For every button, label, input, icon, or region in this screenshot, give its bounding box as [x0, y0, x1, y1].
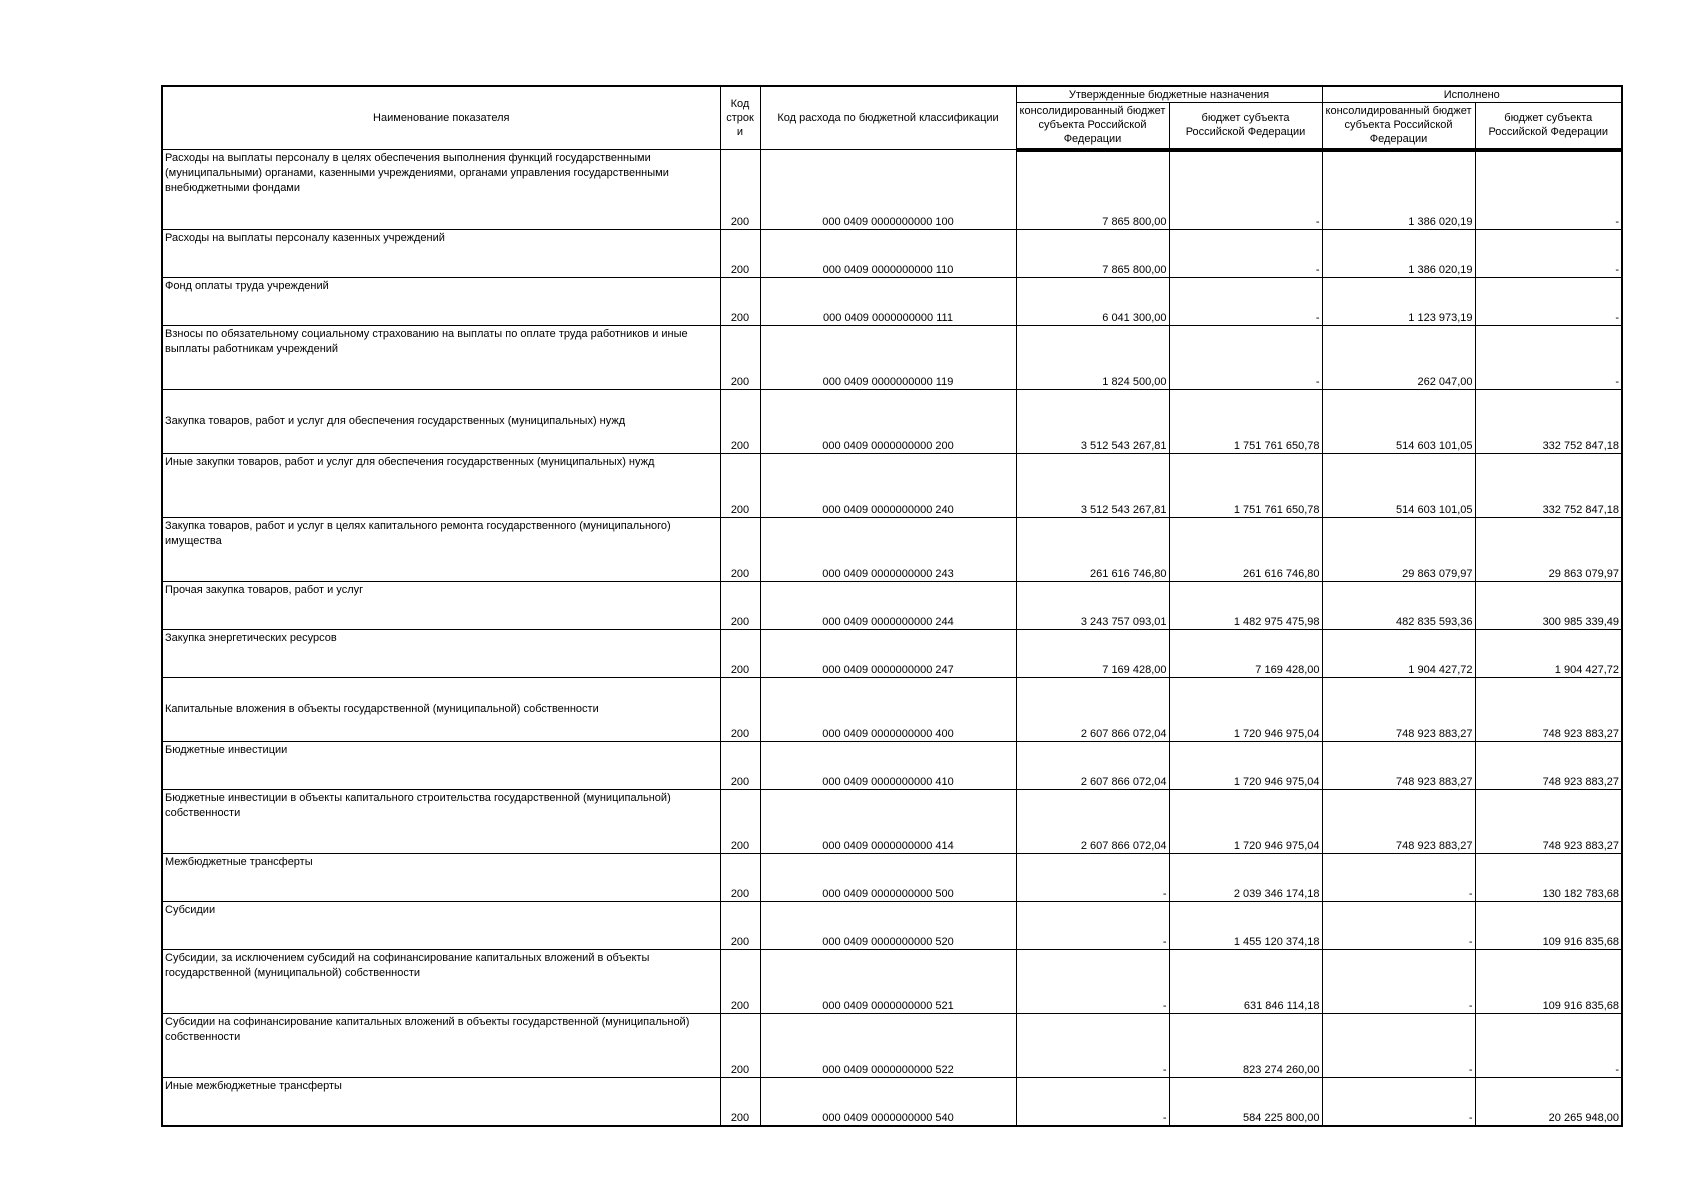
row-line-code: 200 — [720, 790, 760, 854]
row-budget-code: 000 0409 0000000000 414 — [760, 790, 1016, 854]
row-budget-code: 000 0409 0000000000 410 — [760, 742, 1016, 790]
row-name: Субсидии, за исключением субсидий на софинансирование капитальных вложений в объекты государственной (муниципальной) собственности — [162, 950, 720, 1014]
row-line-code: 200 — [720, 582, 760, 630]
header-approved-subject: бюджет субъекта Российской Федерации — [1169, 103, 1322, 150]
row-line-code: 200 — [720, 1014, 760, 1078]
row-approved-subject: - — [1169, 326, 1322, 390]
row-name: Фонд оплаты труда учреждений — [162, 278, 720, 326]
row-line-code: 200 — [720, 1078, 760, 1126]
row-approved-consolidated: - — [1016, 902, 1169, 950]
row-name: Расходы на выплаты персоналу в целях обеспечения выполнения функций государственными (муниципальными) органами, казенными учреждениями, органами управления государственными внебюджетными фондами — [162, 150, 720, 230]
header-approved-consolidated: консолидированный бюджет субъекта Российской Федерации — [1016, 103, 1169, 150]
row-executed-consolidated: 29 863 079,97 — [1322, 518, 1475, 582]
row-approved-subject: - — [1169, 150, 1322, 230]
row-executed-consolidated: - — [1322, 854, 1475, 902]
row-approved-consolidated: 3 512 543 267,81 — [1016, 390, 1169, 454]
row-line-code: 200 — [720, 742, 760, 790]
row-approved-consolidated: 261 616 746,80 — [1016, 518, 1169, 582]
row-executed-subject: - — [1475, 230, 1622, 278]
row-executed-subject: 130 182 783,68 — [1475, 854, 1622, 902]
table-row — [162, 854, 1622, 902]
row-line-code: 200 — [720, 902, 760, 950]
row-line-code: 200 — [720, 230, 760, 278]
row-line-code: 200 — [720, 630, 760, 678]
table-row — [162, 326, 1622, 390]
table-row — [162, 950, 1622, 1014]
table-row — [162, 230, 1622, 278]
row-approved-consolidated: 3 512 543 267,81 — [1016, 454, 1169, 518]
row-executed-consolidated: 1 386 020,19 — [1322, 150, 1475, 230]
row-budget-code: 000 0409 0000000000 110 — [760, 230, 1016, 278]
row-approved-consolidated: 6 041 300,00 — [1016, 278, 1169, 326]
row-budget-code: 000 0409 0000000000 243 — [760, 518, 1016, 582]
row-name: Взносы по обязательному социальному страхованию на выплаты по оплате труда работников и иные выплаты работникам учреждений — [162, 326, 720, 390]
row-approved-consolidated: 2 607 866 072,04 — [1016, 678, 1169, 742]
row-name: Прочая закупка товаров, работ и услуг — [162, 582, 720, 630]
row-approved-subject: 1 720 946 975,04 — [1169, 790, 1322, 854]
row-approved-subject: 631 846 114,18 — [1169, 950, 1322, 1014]
row-budget-code: 000 0409 0000000000 200 — [760, 390, 1016, 454]
row-line-code: 200 — [720, 518, 760, 582]
row-name: Субсидии на софинансирование капитальных вложений в объекты государственной (муниципальной) собственности — [162, 1014, 720, 1078]
row-executed-subject: 29 863 079,97 — [1475, 518, 1622, 582]
row-approved-consolidated: 1 824 500,00 — [1016, 326, 1169, 390]
row-executed-consolidated: 482 835 593,36 — [1322, 582, 1475, 630]
row-executed-consolidated: 748 923 883,27 — [1322, 742, 1475, 790]
row-budget-code: 000 0409 0000000000 540 — [760, 1078, 1016, 1126]
row-approved-consolidated: 7 865 800,00 — [1016, 150, 1169, 230]
row-executed-subject: 748 923 883,27 — [1475, 742, 1622, 790]
row-approved-subject: 823 274 260,00 — [1169, 1014, 1322, 1078]
row-budget-code: 000 0409 0000000000 100 — [760, 150, 1016, 230]
header-executed-subject: бюджет субъекта Российской Федерации — [1475, 103, 1622, 150]
row-name: Бюджетные инвестиции в объекты капитального строительства государственной (муниципальной) собственности — [162, 790, 720, 854]
row-approved-subject: 1 455 120 374,18 — [1169, 902, 1322, 950]
row-approved-consolidated: 2 607 866 072,04 — [1016, 790, 1169, 854]
row-executed-subject: 109 916 835,68 — [1475, 950, 1622, 1014]
row-executed-consolidated: 1 386 020,19 — [1322, 230, 1475, 278]
row-budget-code: 000 0409 0000000000 522 — [760, 1014, 1016, 1078]
row-executed-subject: - — [1475, 1014, 1622, 1078]
row-approved-subject: 261 616 746,80 — [1169, 518, 1322, 582]
row-line-code: 200 — [720, 150, 760, 230]
row-approved-consolidated: 2 607 866 072,04 — [1016, 742, 1169, 790]
budget-report-page — [161, 85, 1621, 1127]
row-approved-subject: 584 225 800,00 — [1169, 1078, 1322, 1126]
table-body — [162, 150, 1622, 1126]
row-executed-subject: - — [1475, 150, 1622, 230]
row-executed-consolidated: - — [1322, 902, 1475, 950]
row-approved-consolidated: 7 169 428,00 — [1016, 630, 1169, 678]
row-name: Иные закупки товаров, работ и услуг для обеспечения государственных (муниципальных) нужд — [162, 454, 720, 518]
row-approved-subject: 7 169 428,00 — [1169, 630, 1322, 678]
row-approved-consolidated: 3 243 757 093,01 — [1016, 582, 1169, 630]
row-name: Субсидии — [162, 902, 720, 950]
row-budget-code: 000 0409 0000000000 400 — [760, 678, 1016, 742]
row-executed-consolidated: 748 923 883,27 — [1322, 790, 1475, 854]
row-executed-consolidated: 748 923 883,27 — [1322, 678, 1475, 742]
row-line-code: 200 — [720, 854, 760, 902]
table-row — [162, 742, 1622, 790]
row-approved-subject: - — [1169, 278, 1322, 326]
row-name: Капитальные вложения в объекты государственной (муниципальной) собственности — [162, 678, 720, 742]
row-executed-consolidated: 262 047,00 — [1322, 326, 1475, 390]
row-line-code: 200 — [720, 326, 760, 390]
row-line-code: 200 — [720, 454, 760, 518]
table-row — [162, 150, 1622, 230]
row-approved-subject: 1 482 975 475,98 — [1169, 582, 1322, 630]
table-row — [162, 678, 1622, 742]
row-approved-subject: 2 039 346 174,18 — [1169, 854, 1322, 902]
row-approved-subject: 1 751 761 650,78 — [1169, 390, 1322, 454]
row-approved-subject: 1 720 946 975,04 — [1169, 742, 1322, 790]
row-executed-subject: 1 904 427,72 — [1475, 630, 1622, 678]
header-approved-group: Утвержденные бюджетные назначения — [1016, 86, 1322, 103]
row-executed-subject: - — [1475, 278, 1622, 326]
table-row — [162, 1014, 1622, 1078]
row-name: Закупка энергетических ресурсов — [162, 630, 720, 678]
row-name: Бюджетные инвестиции — [162, 742, 720, 790]
row-name: Расходы на выплаты персоналу казенных учреждений — [162, 230, 720, 278]
row-approved-consolidated: - — [1016, 1078, 1169, 1126]
row-line-code: 200 — [720, 678, 760, 742]
row-executed-consolidated: - — [1322, 950, 1475, 1014]
row-budget-code: 000 0409 0000000000 520 — [760, 902, 1016, 950]
row-name: Закупка товаров, работ и услуг в целях капитального ремонта государственного (муниципального) имущества — [162, 518, 720, 582]
row-line-code: 200 — [720, 278, 760, 326]
row-executed-subject: 20 265 948,00 — [1475, 1078, 1622, 1126]
row-executed-subject: 109 916 835,68 — [1475, 902, 1622, 950]
table-row — [162, 390, 1622, 454]
row-name: Иные межбюджетные трансферты — [162, 1078, 720, 1126]
row-budget-code: 000 0409 0000000000 119 — [760, 326, 1016, 390]
table-row — [162, 790, 1622, 854]
row-name: Межбюджетные трансферты — [162, 854, 720, 902]
row-executed-subject: - — [1475, 326, 1622, 390]
header-budget-code: Код расхода по бюджетной классификации — [760, 86, 1016, 150]
row-name: Закупка товаров, работ и услуг для обеспечения государственных (муниципальных) нужд — [162, 390, 720, 454]
row-approved-subject: 1 751 761 650,78 — [1169, 454, 1322, 518]
header-executed-consolidated: консолидированный бюджет субъекта Российской Федерации — [1322, 103, 1475, 150]
row-executed-subject: 748 923 883,27 — [1475, 790, 1622, 854]
row-budget-code: 000 0409 0000000000 244 — [760, 582, 1016, 630]
row-executed-consolidated: - — [1322, 1078, 1475, 1126]
row-approved-subject: 1 720 946 975,04 — [1169, 678, 1322, 742]
row-executed-consolidated: 514 603 101,05 — [1322, 454, 1475, 518]
header-indicator-name: Наименование показателя — [162, 86, 720, 150]
table-row — [162, 454, 1622, 518]
table-row — [162, 518, 1622, 582]
row-executed-subject: 332 752 847,18 — [1475, 454, 1622, 518]
row-executed-consolidated: 514 603 101,05 — [1322, 390, 1475, 454]
row-executed-subject: 332 752 847,18 — [1475, 390, 1622, 454]
row-line-code: 200 — [720, 950, 760, 1014]
table-row — [162, 630, 1622, 678]
row-approved-consolidated: 7 865 800,00 — [1016, 230, 1169, 278]
row-approved-consolidated: - — [1016, 854, 1169, 902]
row-executed-subject: 300 985 339,49 — [1475, 582, 1622, 630]
table-row — [162, 902, 1622, 950]
table-row — [162, 278, 1622, 326]
row-budget-code: 000 0409 0000000000 111 — [760, 278, 1016, 326]
row-budget-code: 000 0409 0000000000 521 — [760, 950, 1016, 1014]
header-line-code: Код строк и — [720, 86, 760, 150]
table-row — [162, 582, 1622, 630]
row-executed-consolidated: 1 904 427,72 — [1322, 630, 1475, 678]
row-budget-code: 000 0409 0000000000 500 — [760, 854, 1016, 902]
header-executed-group: Исполнено — [1322, 86, 1622, 103]
row-approved-consolidated: - — [1016, 1014, 1169, 1078]
row-budget-code: 000 0409 0000000000 247 — [760, 630, 1016, 678]
row-executed-consolidated: 1 123 973,19 — [1322, 278, 1475, 326]
row-approved-subject: - — [1169, 230, 1322, 278]
row-line-code: 200 — [720, 390, 760, 454]
budget-table — [161, 85, 1623, 1127]
row-executed-subject: 748 923 883,27 — [1475, 678, 1622, 742]
row-executed-consolidated: - — [1322, 1014, 1475, 1078]
row-approved-consolidated: - — [1016, 950, 1169, 1014]
row-budget-code: 000 0409 0000000000 240 — [760, 454, 1016, 518]
table-row — [162, 1078, 1622, 1126]
